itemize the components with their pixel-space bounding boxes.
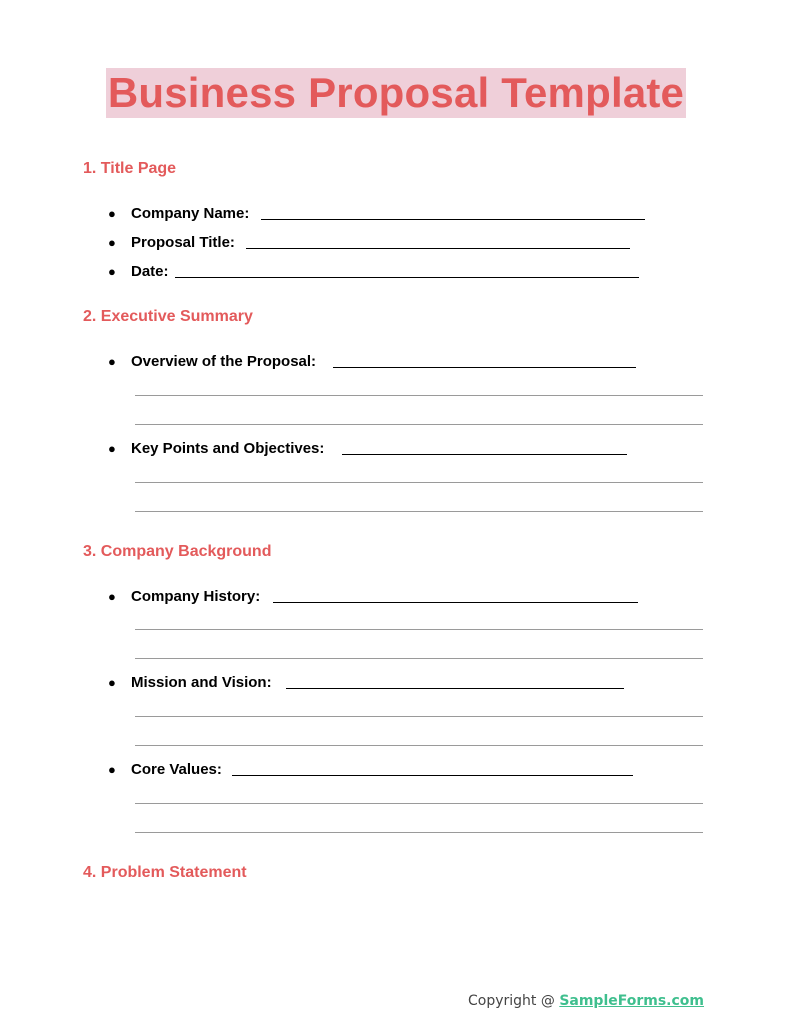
proposal-title-field[interactable] — [108, 233, 668, 253]
field-label: Overview of the Proposal: — [131, 353, 317, 370]
overview-of-proposal-field[interactable] — [108, 352, 668, 372]
answer-line[interactable] — [135, 832, 703, 833]
field-label: Proposal Title: — [131, 234, 235, 251]
field-label: Mission and Vision: — [131, 674, 272, 691]
section-heading-company-background: 3. Company Background — [83, 543, 272, 560]
bullet-icon: ● — [108, 354, 116, 369]
field-label: Company Name: — [131, 205, 250, 222]
answer-line[interactable] — [135, 745, 703, 746]
bullet-icon: ● — [108, 589, 116, 604]
field-label: Key Points and Objectives: — [131, 440, 325, 457]
field-label: Company History: — [131, 588, 261, 605]
blank-line[interactable] — [232, 775, 633, 776]
bullet-icon: ● — [108, 675, 116, 690]
answer-line[interactable] — [135, 716, 703, 717]
blank-line[interactable] — [286, 688, 624, 689]
answer-line[interactable] — [135, 424, 703, 425]
blank-line[interactable] — [342, 454, 627, 455]
page-title: Business Proposal Template — [107, 69, 685, 116]
answer-line[interactable] — [135, 482, 703, 483]
section-heading-executive-summary: 2. Executive Summary — [83, 308, 253, 325]
blank-line[interactable] — [246, 248, 630, 249]
field-label: Core Values: — [131, 761, 222, 778]
field-label: Date: — [131, 263, 169, 280]
core-values-field[interactable] — [108, 760, 668, 780]
answer-line[interactable] — [135, 511, 703, 512]
company-name-field[interactable] — [108, 204, 668, 224]
answer-line[interactable] — [135, 658, 703, 659]
copyright-footer — [468, 991, 704, 1011]
sampleforms-link[interactable]: SampleForms.com — [559, 993, 705, 1009]
blank-line[interactable] — [261, 219, 645, 220]
company-history-field[interactable] — [108, 587, 668, 607]
copyright-text: Copyright @ — [468, 993, 560, 1009]
bullet-icon: ● — [108, 206, 116, 221]
blank-line[interactable] — [333, 367, 636, 368]
mission-and-vision-field[interactable] — [108, 673, 668, 693]
bullet-icon: ● — [108, 441, 116, 456]
answer-line[interactable] — [135, 803, 703, 804]
answer-line[interactable] — [135, 395, 703, 396]
answer-line[interactable] — [135, 629, 703, 630]
bullet-icon: ● — [108, 235, 116, 250]
section-heading-problem-statement: 4. Problem Statement — [83, 864, 247, 881]
blank-line[interactable] — [175, 277, 639, 278]
date-field[interactable] — [108, 262, 668, 282]
key-points-objectives-field[interactable] — [108, 439, 668, 459]
bullet-icon: ● — [108, 264, 116, 279]
blank-line[interactable] — [273, 602, 638, 603]
section-heading-title-page: 1. Title Page — [83, 160, 177, 177]
bullet-icon: ● — [108, 762, 116, 777]
